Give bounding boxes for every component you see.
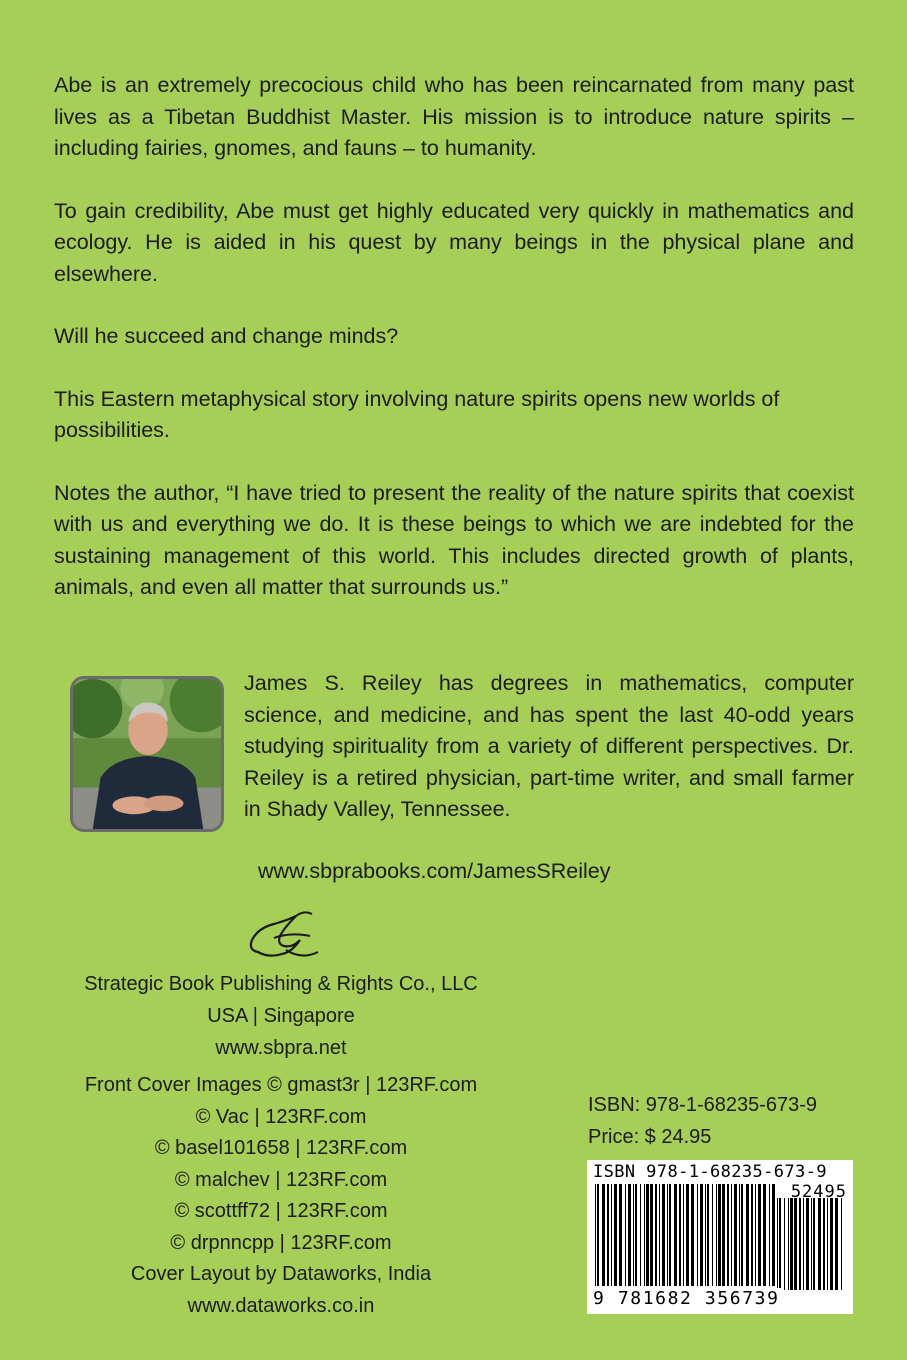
barcode-bar	[818, 1198, 821, 1290]
author-bio: James S. Reiley has degrees in mathematics, computer science, and medicine, and has spent the last 40-odd years studying spirituality from a variety of different perspectives. Dr. Reiley is a retired physician, part-time writer, and small farmer in Shady Valley, Tennessee.	[244, 671, 854, 821]
barcode-bar	[758, 1184, 761, 1286]
barcode-bar	[691, 1184, 694, 1286]
publisher-info	[62, 968, 500, 1064]
barcode-bar	[659, 1184, 660, 1286]
barcode-bar	[716, 1184, 717, 1286]
price-block	[588, 1090, 817, 1153]
barcode-bar	[640, 1184, 641, 1286]
credit-line: Cover Layout by Dataworks, India	[130, 1263, 432, 1285]
barcode-bar	[827, 1198, 828, 1290]
barcode-bar	[751, 1184, 753, 1286]
barcode-bar	[769, 1184, 770, 1286]
book-blurb	[54, 70, 854, 635]
barcode-bar	[686, 1184, 689, 1286]
barcode-bar	[731, 1184, 732, 1286]
barcode-bar	[635, 1184, 637, 1286]
author-portrait-image	[73, 679, 221, 829]
publisher-logo	[244, 906, 324, 966]
credit-line: Front Cover Images © gmast3r | 123RF.com	[84, 1074, 478, 1096]
isbn-label: ISBN: 978-1-68235-673-9	[588, 1094, 818, 1116]
barcode-bar	[644, 1184, 645, 1286]
blurb-paragraph-1: Abe is an extremely precocious child who has been reincarnated from many past lives as a Tibetan Buddhist Master. His mission is to introduce nature spirits – including fairies, gnomes, and fauns – to humanity.	[54, 73, 854, 160]
barcode-bar	[633, 1184, 634, 1286]
barcode-bar	[799, 1198, 801, 1290]
barcode-bar	[628, 1184, 631, 1286]
credit-line: © drpnncpp | 123RF.com	[170, 1231, 392, 1254]
barcode-bar	[718, 1184, 721, 1286]
publisher-monogram-icon	[244, 906, 324, 966]
credit-line: © scottff72 | 123RF.com	[174, 1200, 388, 1222]
barcode-bar	[813, 1198, 815, 1290]
barcode-bar	[779, 1198, 781, 1290]
barcode-bar	[707, 1184, 709, 1286]
barcode-bar	[683, 1184, 684, 1286]
barcode-bar	[655, 1184, 657, 1286]
barcode-bar	[614, 1184, 617, 1286]
credit-line[interactable]: www.dataworks.co.in	[187, 1294, 375, 1317]
barcode-bar	[790, 1198, 793, 1290]
barcode-bar	[823, 1198, 825, 1290]
barcode-bar	[650, 1184, 653, 1286]
barcode-bar	[611, 1184, 612, 1286]
barcode-bar	[667, 1184, 668, 1286]
barcode-bar	[777, 1198, 778, 1290]
blurb-paragraph-5: Notes the author, “I have tried to present the reality of the nature spirits that coexist with us and everything we do. It is these beings to which we are indebted for the sustaining management of this world. This includes directed growth of plants, animals, and even all matter that surrounds us.”	[54, 480, 854, 599]
barcode-bar	[739, 1184, 740, 1286]
credit-line: © basel101658 | 123RF.com	[154, 1137, 408, 1159]
barcode-bar	[700, 1184, 703, 1286]
author-photo	[70, 676, 224, 832]
barcode-bar	[595, 1184, 596, 1286]
credit-line: © malchev | 123RF.com	[174, 1168, 388, 1191]
barcode-bar	[646, 1184, 649, 1286]
barcode-bar	[841, 1198, 842, 1290]
barcode-bar	[788, 1198, 789, 1290]
barcode-addon-text: 52495	[790, 1182, 847, 1202]
publisher-website[interactable]: www.sbpra.net	[215, 1037, 347, 1059]
barcode-bar	[602, 1184, 605, 1286]
barcode-bar	[784, 1198, 785, 1290]
barcode-bar	[669, 1184, 671, 1286]
credit-line: © Vac | 123RF.com	[195, 1105, 367, 1128]
barcode-bar	[607, 1184, 609, 1286]
blurb-paragraph-3: Will he succeed and change minds?	[54, 324, 399, 348]
barcode-bar	[772, 1184, 775, 1286]
barcode	[587, 1160, 853, 1314]
author-website[interactable]: www.sbprabooks.com/JamesSReiley	[258, 859, 611, 883]
barcode-bar	[763, 1184, 766, 1286]
image-credits	[62, 1070, 500, 1322]
barcode-bar	[806, 1198, 809, 1290]
barcode-bar	[705, 1184, 706, 1286]
price-label: Price: $ 24.95	[588, 1125, 712, 1148]
barcode-digits: 9 781682 356739	[593, 1288, 780, 1309]
barcode-bar	[679, 1184, 681, 1286]
barcode-isbn-text: ISBN 978-1-68235-673-9	[593, 1162, 827, 1182]
barcode-bar	[746, 1184, 749, 1286]
barcode-bar	[727, 1184, 729, 1286]
barcode-bar	[794, 1198, 797, 1290]
barcode-bar	[625, 1184, 626, 1286]
barcode-bar	[619, 1184, 622, 1286]
publisher-name: Strategic Book Publishing & Rights Co., LLC	[84, 973, 478, 995]
barcode-bar	[722, 1184, 725, 1286]
blurb-paragraph-2: To gain credibility, Abe must get highly educated very quickly in mathematics and ecology. He is aided in his quest by many beings in the physical plane and elsewhere.	[54, 198, 854, 286]
barcode-bar	[803, 1198, 804, 1290]
blurb-paragraph-4: This Eastern metaphysical story involving nature spirits opens new worlds of possibilities.	[54, 386, 780, 442]
barcode-bar	[697, 1184, 698, 1286]
barcode-bar	[662, 1184, 665, 1286]
barcode-bar	[811, 1198, 812, 1290]
barcode-bar	[835, 1198, 838, 1290]
barcode-bar	[674, 1184, 677, 1286]
barcode-bar	[597, 1184, 599, 1286]
barcode-bar	[741, 1184, 743, 1286]
barcode-bar	[712, 1184, 713, 1286]
barcode-bar	[830, 1198, 833, 1290]
publisher-locations: USA | Singapore	[207, 1005, 355, 1027]
barcode-bar	[755, 1184, 756, 1286]
barcode-bar	[734, 1184, 737, 1286]
